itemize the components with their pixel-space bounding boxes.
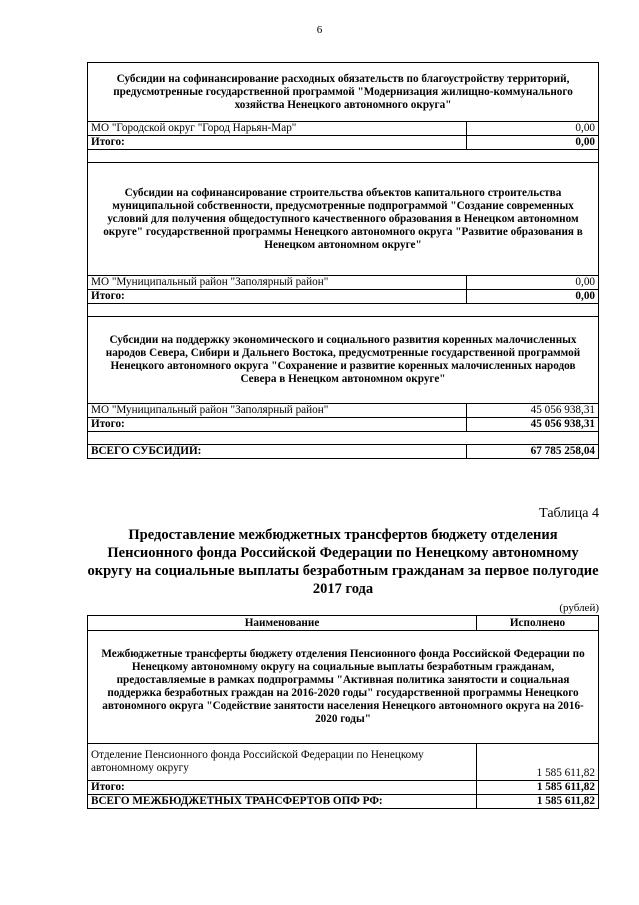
section-heading: Субсидии на поддержку экономического и социального развития коренных малочисленных народов Севера, Сибири и Дальнего Востока, предусмотренные государственной программой Ненецкого автономного округа "Сохранение и развитие коренных малочисленных народов Севера в Ненецком автономном округе" [88,317,599,404]
section-heading: Межбюджетные трансферты бюджету отделения Пенсионного фонда Российской Федерации по Ненецкому автономному округу на социальные выплаты безработным гражданам, предоставляемые в рамках подпрограммы "Активная политика занятости и социальная поддержка безработных граждан на 2016-2020 годы" государственной программы Ненецкого автономного округа "Содействие занятости населения Ненецкого автономного округа на 2016-2020 годы" [88,631,599,744]
grand-total-value: 1 585 611,82 [477,795,599,809]
subsidies-table [87,62,599,459]
column-header-value: Исполнено [477,616,599,631]
grand-total-value: 67 785 258,04 [467,445,599,459]
recipient-name: МО "Городской округ "Город Нарьян-Мар" [88,122,467,136]
page-number: 6 [316,24,323,36]
table-number: Таблица 4 [539,506,599,521]
grand-total-label: ВСЕГО СУБСИДИЙ: [88,445,467,459]
spacer-row [88,150,599,163]
recipient-amount: 0,00 [467,276,599,290]
total-label: Итого: [88,781,477,795]
spacer-row [88,304,599,317]
total-value: 0,00 [467,136,599,150]
total-value: 45 056 938,31 [467,418,599,432]
recipient-name: МО "Муниципальный район "Заполярный район" [88,276,467,290]
section-heading: Субсидии на софинансирование строительства объектов капитального строительства муниципальной собственности, предусмотренные подпрограммой "Создание современных условий для получения общедоступного качественного образования в Ненецком автономном округе" государственной программы Ненецкого автономного округа "Развитие образования в Ненецком автономном округе" [88,163,599,276]
total-label: Итого: [88,290,467,304]
pension-fund-table [87,615,599,809]
total-value: 1 585 611,82 [477,781,599,795]
recipient-amount: 1 585 611,82 [477,744,599,781]
recipient-amount: 45 056 938,31 [467,404,599,418]
recipient-name: Отделение Пенсионного фонда Российской Федерации по Ненецкому автономному округу [88,744,477,781]
total-label: Итого: [88,418,467,432]
spacer-row [88,432,599,445]
units-label: (рублей) [559,602,599,614]
total-value: 0,00 [467,290,599,304]
section-heading: Субсидии на софинансирование расходных обязательств по благоустройству территорий, предусмотренные государственной программой "Модернизация жилищно-коммунального хозяйства Ненецкого автономного округа" [88,63,599,122]
total-label: Итого: [88,136,467,150]
column-header-name: Наименование [88,616,477,631]
recipient-name: МО "Муниципальный район "Заполярный район" [88,404,467,418]
table-title: Предоставление межбюджетных трансфертов бюджету отделения Пенсионного фонда Российской Федерации по Ненецкому автономному округу на социальные выплаты безработным гражданам за первое полугодие 2017 года [87,527,599,597]
grand-total-label: ВСЕГО МЕЖБЮДЖЕТНЫХ ТРАНСФЕРТОВ ОПФ РФ: [88,795,477,809]
recipient-amount: 0,00 [467,122,599,136]
